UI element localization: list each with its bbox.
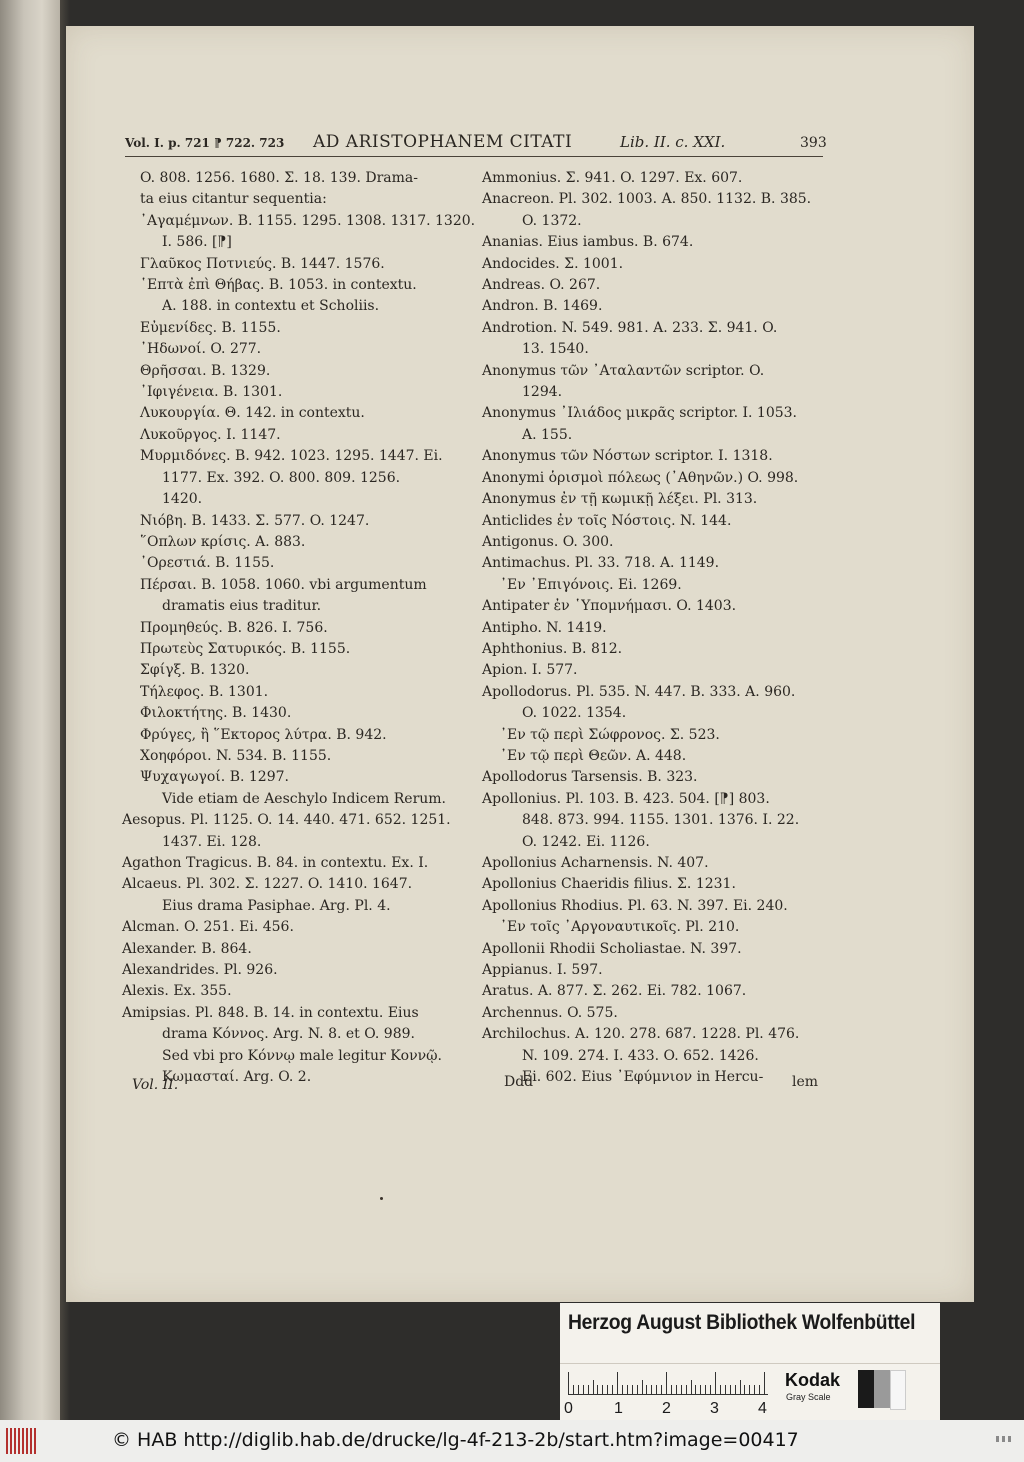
index-entry-line: Aratus. A. 877. Σ. 262. Ei. 782. 1067. [482,983,747,1000]
index-entry-line: Alcman. O. 251. Ei. 456. [122,919,294,936]
ruler-tick [744,1385,745,1394]
index-entry-line: Θρῆσσαι. B. 1329. [140,362,271,379]
ink-speck [380,1197,383,1200]
index-entry-line: Τήλεφος. B. 1301. [140,683,269,700]
index-entry-line: O. 808. 1256. 1680. Σ. 18. 139. Drama- [140,170,418,186]
ruler-tick [715,1372,716,1394]
measurement-ruler [568,1372,768,1395]
volume-footer: Vol. II. [132,1077,179,1093]
gray-swatch [874,1370,890,1408]
index-entry-line: Sed vbi pro Κόννῳ male legitur Κοννῷ. [162,1047,442,1064]
ruler-number: 4 [758,1400,767,1417]
running-header [125,132,825,156]
index-entry-line: Andreas. O. 267. [482,277,601,294]
index-entry-line: Χοηφόροι. N. 534. B. 1155. [140,747,332,764]
index-entry-line: Apollonius Acharnensis. N. 407. [482,855,709,871]
ruler-tick [725,1385,726,1394]
index-entry-line: Andocides. Σ. 1001. [482,255,624,272]
index-entry-line: ᾿Αγαμέμνων. B. 1155. 1295. 1308. 1317. 1320. [140,212,476,229]
index-entry-line: Φιλοκτήτης. B. 1430. [140,705,292,722]
index-entry-line: O. 1372. [522,212,582,229]
index-entry-line: Alexis. Ex. 355. [122,983,232,1000]
ruler-tick [730,1385,731,1394]
ruler-tick [700,1385,701,1394]
index-entry-line: A. 155. [522,426,573,443]
index-entry-line: Archennus. O. 575. [482,1004,618,1021]
gray-scale-strip [560,1363,940,1420]
kodak-logo: Kodak [785,1370,841,1390]
ruler-tick [661,1385,662,1394]
library-color-card [560,1303,940,1363]
header-title: AD ARISTOPHANEM CITATI [313,132,573,152]
ruler-tick [735,1385,736,1394]
index-entry-line: Νιόβη. B. 1433. Σ. 577. O. 1247. [140,512,370,529]
index-entry-line: Androtion. N. 549. 981. A. 233. Σ. 941. O. [482,319,778,336]
ruler-tick [568,1372,569,1394]
index-entry-line: Ei. 602. Eius ᾿Εφύμνιον in Hercu- [522,1069,764,1086]
index-entry-line: Alexandrides. Pl. 926. [122,962,278,979]
index-entry-line: Apollonius Chaeridis filius. Σ. 1231. [482,876,736,893]
book-chapter: Lib. II. c. XXI. [620,133,726,151]
ruler-tick [637,1385,638,1394]
index-entry-line: Λυκοῦργος. I. 1147. [140,426,281,443]
ruler-tick [597,1385,598,1394]
index-entry-line: Apollonius. Pl. 103. B. 423. 504. [⁋] 803. [482,790,770,807]
index-entry-line: Φρύγες, ἢ ῞Εκτορος λύτρα. B. 942. [140,726,387,743]
index-entry-line: Anonymi ὁρισμοὶ πόλεως (᾿Αθηνῶν.) O. 998. [482,469,799,486]
ruler-tick [583,1385,584,1394]
ruler-number: 0 [564,1400,573,1417]
library-name: Herzog August Bibliothek Wolfenbüttel [568,1311,916,1334]
index-entry-line: Aphthonius. B. 812. [482,640,623,657]
ruler-tick [676,1385,677,1394]
index-entry-line: Vide etiam de Aeschylo Indicem Rerum. [162,790,446,807]
ruler-tick [759,1385,760,1394]
ruler-number: 3 [710,1400,719,1417]
index-entry-line: ᾿Ορεστιά. B. 1155. [140,555,275,572]
index-entry-line: N. 109. 274. I. 433. O. 652. 1426. [522,1047,759,1064]
index-entry-line: Μυρμιδόνες. B. 942. 1023. 1295. 1447. Ei. [140,448,443,465]
index-entry-line: Antipater ἐν ῾Υπομνήμασι. O. 1403. [482,598,737,615]
index-entry-line: dramatis eius traditur. [162,598,322,615]
ruler-tick [686,1385,687,1394]
ruler-tick [622,1385,623,1394]
ruler-tick [710,1385,711,1394]
ruler-tick [754,1385,755,1394]
ruler-tick [632,1385,633,1394]
index-entry-line: Anticlides ἐν τοῖς Νόστοις. N. 144. [482,512,732,529]
index-entry-line: Ammonius. Σ. 941. O. 1297. Ex. 607. [482,170,743,186]
index-entry-line: Σφίγξ. B. 1320. [140,662,250,679]
index-entry-line: Antigonus. O. 300. [482,533,614,550]
volume-reference: Vol. I. p. 721 ⁋ 722. 723 [125,136,285,150]
gray-scale-label: Gray Scale [786,1392,831,1402]
ruler-tick [666,1372,667,1394]
index-entry-line: ta eius citantur sequentia: [140,191,327,208]
catchword: lem [792,1074,819,1090]
copyright-url: © HAB http://diglib.hab.de/drucke/lg-4f-213-2b/start.htm?image=00417 [112,1429,799,1451]
index-entry-line: Πρωτεὺς Σατυρικός. B. 1155. [140,640,351,657]
index-entry-line: 1437. Ei. 128. [162,833,262,850]
index-entry-line: ᾿Ηδωνοί. O. 277. [140,341,262,358]
index-entry-line: Antipho. N. 1419. [482,619,607,636]
ruler-tick [695,1385,696,1394]
index-entry-line: ᾿Ιφιγένεια. B. 1301. [140,384,283,401]
index-entry-line: Alexander. B. 864. [122,940,252,957]
index-entry-line: Eius drama Pasiphae. Arg. Pl. 4. [162,897,391,914]
index-entry-line: Apollodorus. Pl. 535. N. 447. B. 333. A. 960. [482,683,796,700]
index-entry-line: ῞Οπλων κρίσις. A. 883. [140,533,306,550]
signature-mark: Ddd [504,1074,534,1090]
index-entry-line: Εὐμενίδες. B. 1155. [140,319,281,336]
index-entry-line: Anacreon. Pl. 302. 1003. A. 850. 1132. B. 385. [482,191,812,208]
ruler-tick [691,1380,692,1394]
index-entry-line: 13. 1540. [522,341,589,358]
index-entry-line: Anonymus τῶν ᾿Αταλαντῶν scriptor. O. [482,362,765,379]
index-entry-line: I. 586. [⁋] [162,234,232,251]
index-entry-line: Προμηθεύς. B. 826. I. 756. [140,619,328,636]
page-number: 393 [800,135,827,151]
white-swatch [890,1370,906,1410]
index-entry-line: drama Κόννος. Arg. N. 8. et O. 989. [162,1026,415,1043]
ruler-tick [607,1385,608,1394]
index-entry-line: Agathon Tragicus. B. 84. in contextu. Ex. I. [122,855,429,871]
index-entry-line: Apollodorus Tarsensis. B. 323. [482,769,698,786]
ruler-tick [646,1385,647,1394]
ruler-tick [740,1380,741,1394]
index-entry-line: Andron. B. 1469. [482,298,603,315]
ruler-tick [593,1380,594,1394]
index-entry-line: 1420. [162,491,203,508]
ruler-tick [573,1385,574,1394]
index-entry-line: Γλαῦκος Ποτνιεύς. B. 1447. 1576. [140,255,385,272]
index-entry-line: O. 1022. 1354. [522,705,627,722]
ruler-tick [627,1385,628,1394]
black-swatch [858,1370,874,1408]
ruler-number: 2 [662,1400,671,1417]
index-entry-line: Ψυχαγωγοί. B. 1297. [140,769,289,786]
index-entry-line: ᾿Εν τῷ περὶ Σώφρονος. Σ. 523. [500,726,720,743]
index-entry-line: Antimachus. Pl. 33. 718. A. 1149. [482,555,720,572]
facing-page-edge [0,0,60,1420]
ruler-tick [764,1372,765,1394]
ruler-tick [612,1385,613,1394]
index-entry-line: Ananias. Eius iambus. B. 674. [482,234,694,251]
index-entry-line: ῾Επτὰ ἐπὶ Θήβας. B. 1053. in contextu. [140,277,417,294]
ruler-tick [617,1372,618,1394]
ruler-tick [705,1385,706,1394]
ruler-tick [588,1385,589,1394]
left-column [122,168,476,1088]
index-entry-line: Πέρσαι. B. 1058. 1060. vbi argumentum [140,576,427,593]
index-entry-line: ᾿Εν τῷ περὶ Θεῶν. A. 448. [500,747,687,764]
scale-marks-icon [996,1436,1018,1442]
ruler-number: 1 [614,1400,623,1417]
hab-logo-icon [6,1428,40,1454]
index-entry-line: O. 1242. Ei. 1126. [522,833,650,850]
ruler-tick [642,1380,643,1394]
index-entry-line: Apion. I. 577. [482,662,578,679]
ruler-tick [578,1385,579,1394]
ruler-tick [681,1385,682,1394]
ruler-tick [602,1385,603,1394]
ruler-tick [651,1385,652,1394]
ruler-tick [749,1385,750,1394]
index-entry-line: 1177. Ex. 392. O. 800. 809. 1256. [162,469,401,486]
right-column [482,168,827,1088]
index-entry-line: Anonymus τῶν Νόστων scriptor. I. 1318. [482,448,773,465]
index-entry-line: Apollonii Rhodii Scholiastae. N. 397. [482,940,742,957]
index-entry-line: ᾿Εν ᾿Επιγόνοις. Ei. 1269. [500,576,682,593]
index-entry-line: Λυκουργία. Θ. 142. in contextu. [140,405,365,422]
index-entry-line: A. 188. in contextu et Scholiis. [162,298,380,315]
index-entry-line: Apollonius Rhodius. Pl. 63. N. 397. Ei. 240. [482,897,788,914]
index-entry-line: Appianus. I. 597. [482,962,603,979]
index-entry-line: Archilochus. A. 120. 278. 687. 1228. Pl. 476. [482,1026,800,1043]
header-rule [125,156,823,157]
index-entry-line: Amipsias. Pl. 848. B. 14. in contextu. Eius [122,1004,419,1021]
index-entry-line: ᾿Εν τοῖς ᾿Αργοναυτικοῖς. Pl. 210. [500,919,740,936]
index-entry-line: Anonymus ᾿Ιλιάδος μικρᾶς scriptor. I. 1053. [482,405,797,422]
ruler-tick [671,1385,672,1394]
index-entry-line: Alcaeus. Pl. 302. Σ. 1227. O. 1410. 1647. [122,876,413,893]
index-entry-line: Κωμασταί. Arg. O. 2. [162,1069,312,1086]
index-entry-line: Aesopus. Pl. 1125. O. 14. 440. 471. 652. 1251. [122,812,451,829]
ruler-tick [656,1385,657,1394]
index-entry-line: 848. 873. 994. 1155. 1301. 1376. I. 22. [522,812,800,829]
index-entry-line: 1294. [522,384,563,401]
ruler-tick [720,1385,721,1394]
index-entry-line: Anonymus ἐν τῇ κωμικῇ λέξει. Pl. 313. [482,491,758,508]
